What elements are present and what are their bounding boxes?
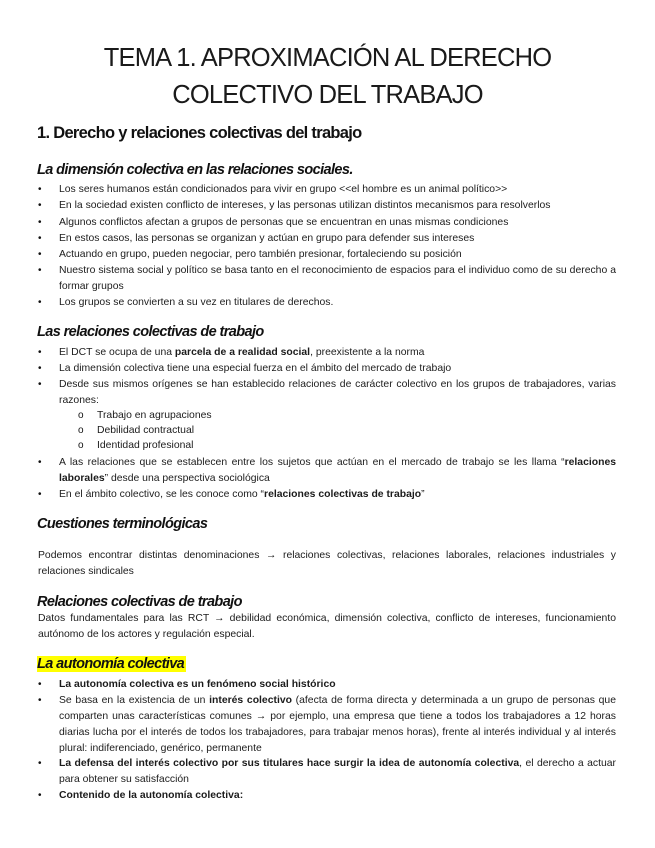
text-run: (afecta de forma directa y determinada a un grupo de personas que comparten unas características comunes → por ejemplo, una empresa que tiene a todos los trabajadores a 12 horas diarias lucha por el interés de todos los trabajadores, para trabajar menos horas), frente al interés individual y al interés plural: indiferenciado, genérico, permanente [59,695,616,754]
bullet-marker: • [38,695,42,706]
list-item: Los grupos se convierten a su vez en titulares de derechos. [59,297,334,308]
list-item [59,693,616,757]
bullet-marker: • [38,457,42,468]
text-run: , el derecho a actuar para obtener su satisfacción [59,758,616,785]
list-item [59,487,619,503]
text-run: A las relaciones que se establecen entre los sujetos que actúan en el mercado de trabajo se les llama “ [59,457,565,468]
bullet-marker: • [38,297,42,308]
bullet-marker: • [38,265,42,276]
bold-text: La defensa del interés colectivo por sus titulares hace surgir la idea de autonomía colectiva [59,758,520,769]
list-item: Los seres humanos están condicionados para vivir en grupo <<el hombre es un animal político>> [59,184,508,195]
sub-list-item: Debilidad contractual [97,425,195,436]
bold-text: interés colectivo [209,695,292,706]
list-item [59,455,616,487]
list-item [59,756,616,788]
subsection-heading-rct: Relaciones colectivas de trabajo [37,594,242,610]
sub-bullet-marker: o [78,410,84,421]
bullet-marker: • [38,790,42,801]
subsection-heading-relaciones: Las relaciones colectivas de trabajo [37,324,264,340]
bullet-marker: • [38,379,42,390]
list-item: Contenido de la autonomía colectiva: [59,790,244,801]
subsection-heading-cuestiones: Cuestiones terminológicas [37,516,208,532]
bullet-marker: • [38,249,42,260]
sub-list-item: Trabajo en agrupaciones [97,410,212,421]
text-run: , preexistente a la norma [310,347,425,358]
paragraph: Podemos encontrar distintas denominaciones → relaciones colectivas, relaciones laborales, relaciones industriales y relaciones sindicales [38,550,616,577]
list-item [59,345,619,361]
bullet-marker: • [38,233,42,244]
text-run: En el ámbito colectivo, se les conoce como “ [59,489,265,500]
sub-bullet-marker: o [78,440,84,451]
list-item: En la sociedad existen conflicto de intereses, y las personas utilizan distintos mecanismos para resolverlos [59,200,551,211]
text-run: ” desde una perspectiva sociológica [104,473,270,484]
paragraph: Datos fundamentales para las RCT → debilidad económica, dimensión colectiva, conflicto de intereses, funcionamiento autónomo de los actores y regulación especial. [38,613,616,640]
list-item: Algunos conflictos afectan a grupos de personas que se encuentran en unas mismas condiciones [59,217,509,228]
sub-list-item: Identidad profesional [97,440,194,451]
bullet-marker: • [38,679,42,690]
text-run: ” [421,489,425,500]
text-run: Se basa en la existencia de un [59,695,210,706]
subsection-heading-autonomia [37,656,186,672]
bullet-marker: • [38,758,42,769]
list-item: Nuestro sistema social y político se basa tanto en el reconocimiento de espacios para el individuo como de su derecho a formar grupos [59,265,616,292]
document-title-line-2: COLECTIVO DEL TRABAJO [172,81,483,109]
list-item: La dimensión colectiva tiene una especial fuerza en el ámbito del mercado de trabajo [59,363,452,374]
list-item: Actuando en grupo, pueden negociar, pero también presionar, fortaleciendo su posición [59,249,462,260]
text-run: El DCT se ocupa de una [59,347,175,358]
bullet-marker: • [38,489,42,500]
list-item: Desde sus mismos orígenes se han establecido relaciones de carácter colectivo en los grupos de trabajadores, varias razones: [59,379,616,406]
bullet-marker: • [38,200,42,211]
subsection-heading-dimension: La dimensión colectiva en las relaciones sociales. [37,162,353,178]
bold-text: parcela de a realidad social [174,347,311,358]
bold-text: relaciones laborales [59,457,616,484]
list-item: La autonomía colectiva es un fenómeno social histórico [59,679,336,690]
list-item: En estos casos, las personas se organizan y actúan en grupo para defender sus intereses [59,233,475,244]
bullet-marker: • [38,217,42,228]
bullet-marker: • [38,363,42,374]
document-title-line-1: TEMA 1. APROXIMACIÓN AL DERECHO [103,44,552,72]
highlighted-heading: La autonomía colectiva [37,656,185,672]
bold-text: relaciones colectivas de trabajo [264,489,422,500]
section-heading: 1. Derecho y relaciones colectivas del trabajo [37,124,362,142]
bullet-marker: • [38,184,42,195]
sub-bullet-marker: o [78,425,84,436]
bullet-marker: • [38,347,42,358]
